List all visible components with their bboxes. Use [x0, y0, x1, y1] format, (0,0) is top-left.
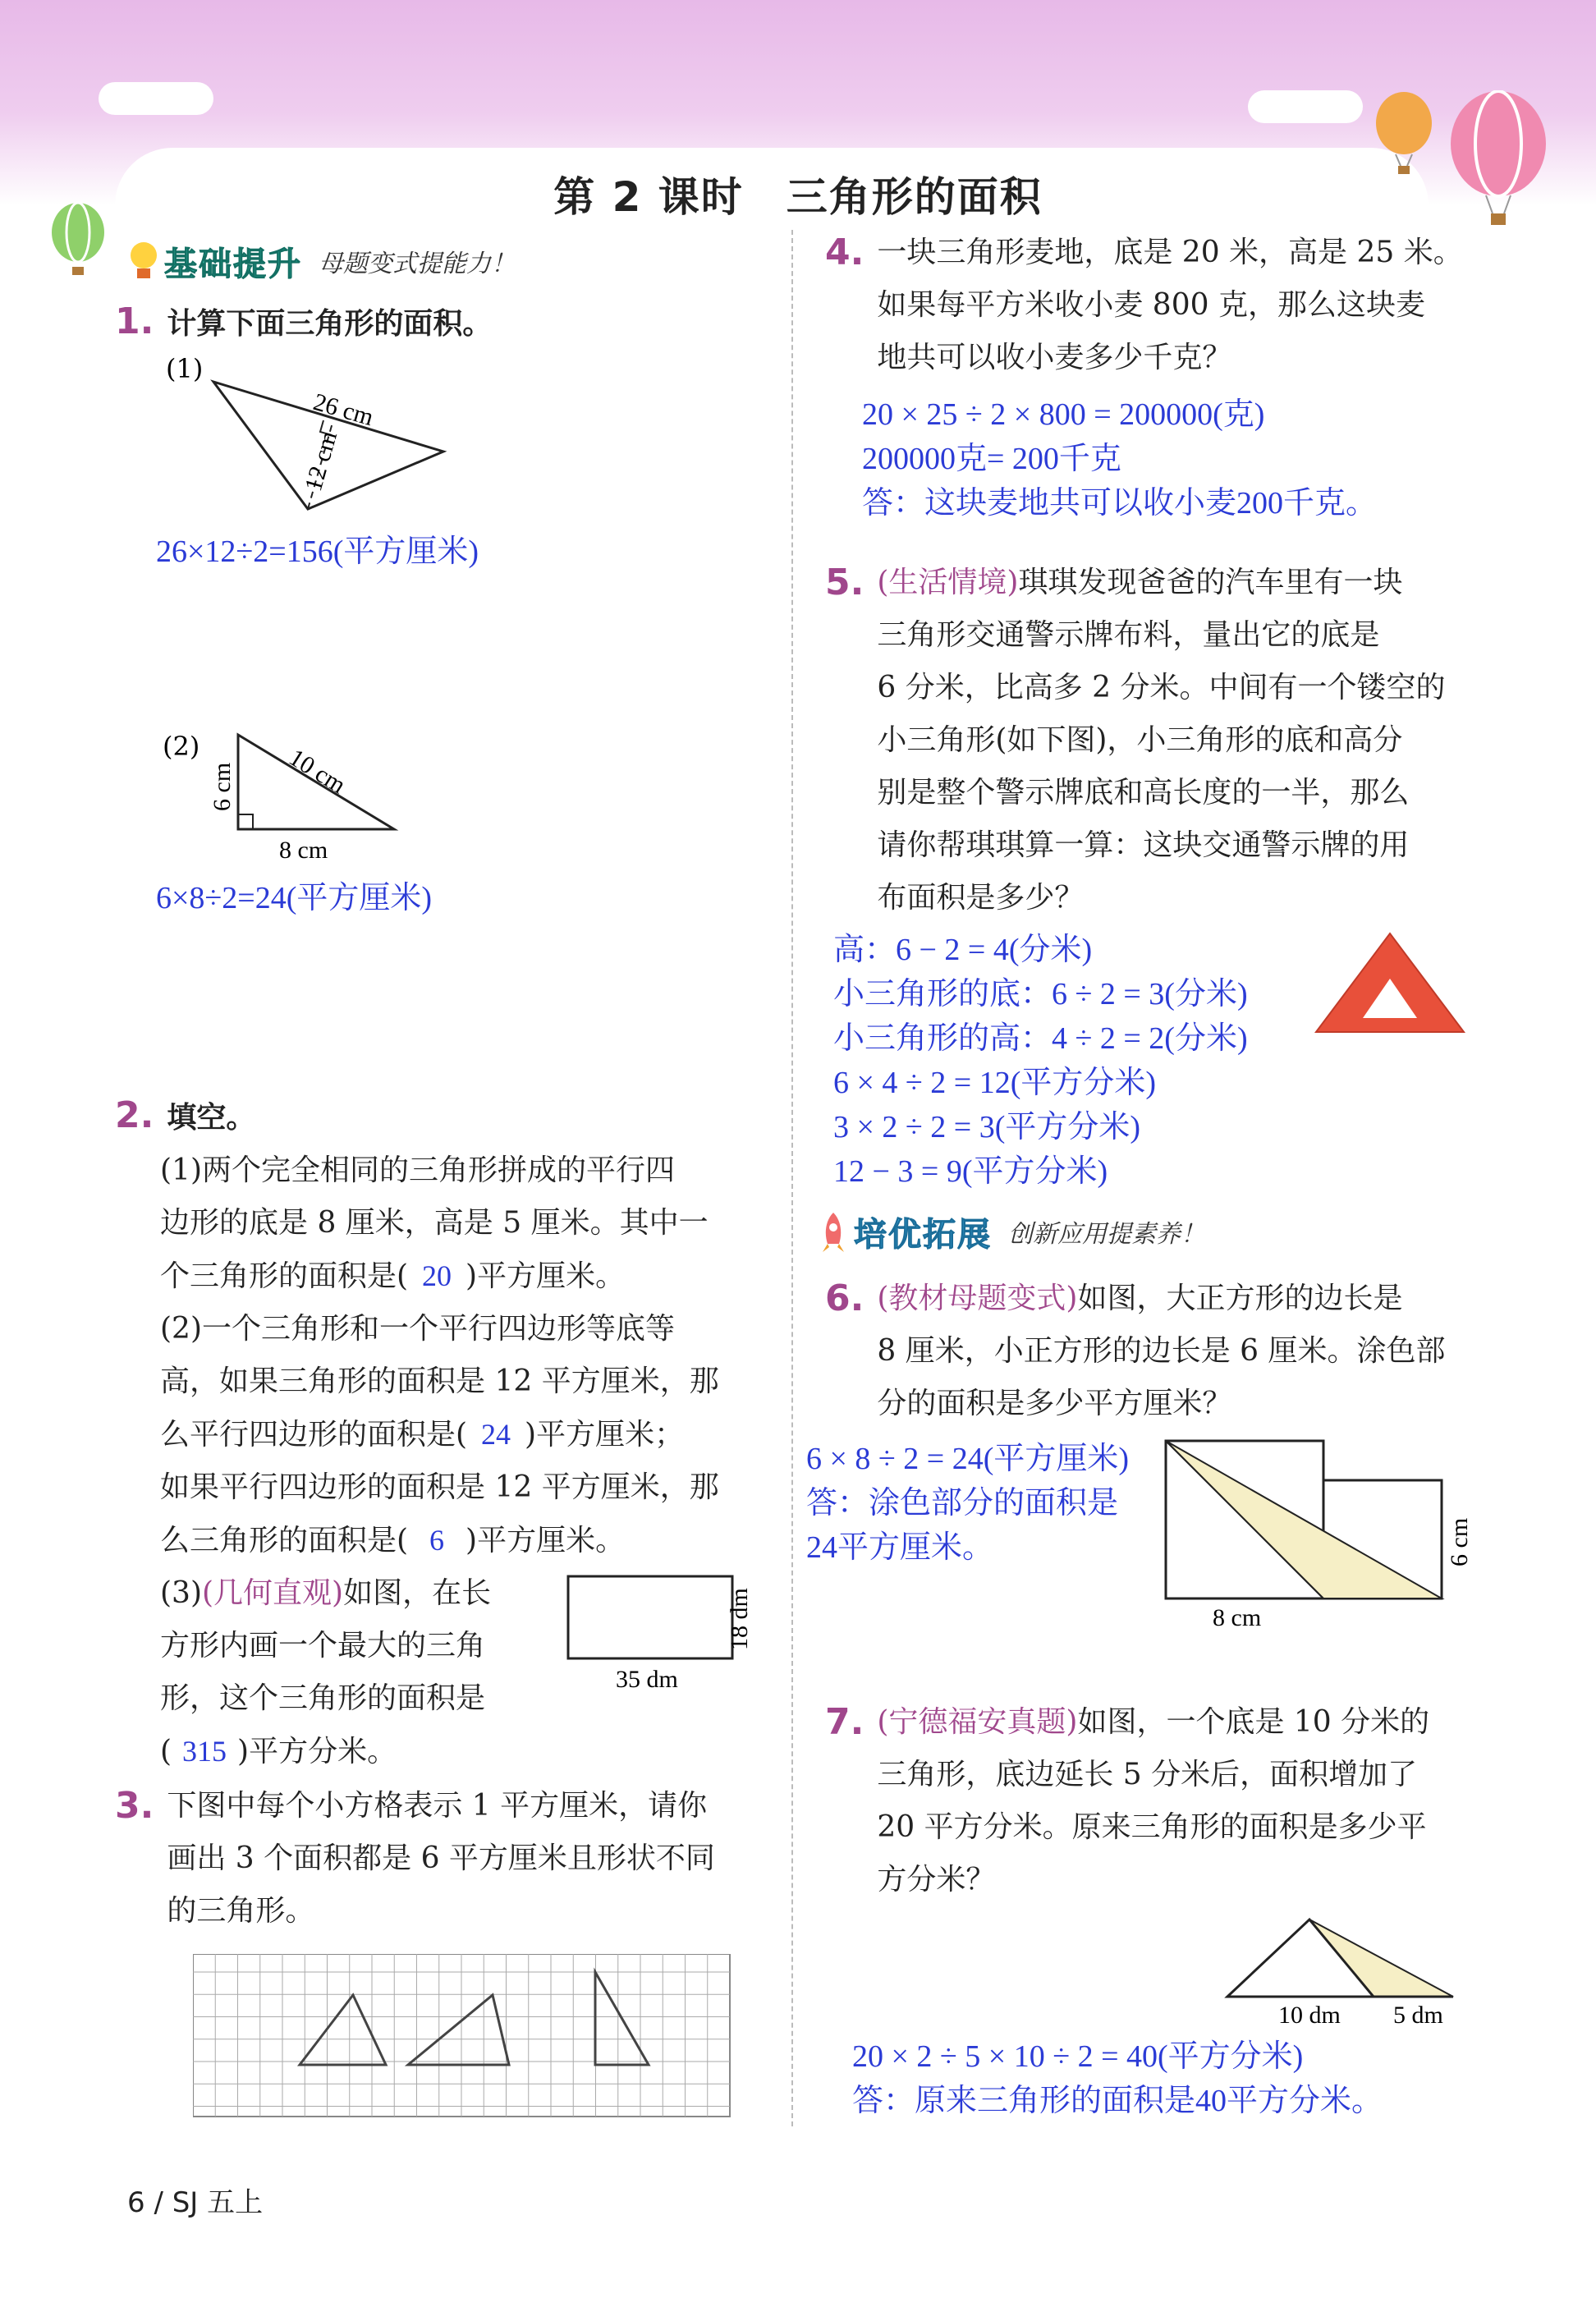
- question-number: 2.: [115, 1094, 154, 1136]
- question-7: [825, 1696, 1550, 1906]
- text-line: (1)两个完全相同的三角形拼成的平行四: [160, 1154, 675, 1187]
- rocket-icon: [813, 1209, 854, 1254]
- question-text: [167, 1780, 823, 1938]
- extended-triangle-figure: [1219, 1913, 1465, 2028]
- question-tag: (生活情境): [877, 566, 1019, 599]
- text: 个三角形的面积是(: [160, 1259, 409, 1293]
- text-line: [160, 1514, 768, 1567]
- text: 如图，一个底是 10 分米的: [1077, 1705, 1430, 1739]
- extension-label: 5 dm: [1393, 2002, 1443, 2028]
- drawn-triangle: [300, 1995, 386, 2065]
- big-side-label: 8 cm: [1213, 1604, 1262, 1631]
- drawn-triangle: [408, 1995, 509, 2065]
- question-6: [825, 1273, 1550, 1430]
- answer-line: 24平方厘米。: [806, 1530, 994, 1565]
- section-basic-banner: [123, 236, 516, 286]
- text: 么三角形的面积是(: [160, 1524, 409, 1557]
- question-4: [825, 227, 1550, 384]
- text-line: 画出 3 个面积都是 6 平方厘米且形状不同: [167, 1841, 715, 1875]
- question-text: [877, 1273, 1550, 1430]
- grid-figure: [193, 1954, 735, 2118]
- answer-line: 6 × 4 ÷ 2 = 12(平方分米): [833, 1066, 1157, 1100]
- section-note: 创新应用提素养！: [1008, 1220, 1205, 1249]
- answer-5: [833, 928, 1248, 1194]
- answer-line: 答：原来三角形的面积是40平方分米。: [852, 2084, 1383, 2118]
- text-line: 布面积是多少？: [877, 881, 1085, 915]
- height-label: 6 cm: [209, 762, 236, 811]
- text-line: 地共可以收小麦多少千克？: [877, 341, 1232, 374]
- small-side-label: 6 cm: [1446, 1517, 1473, 1566]
- text: 如图，在长: [343, 1576, 492, 1610]
- answer-4: [862, 392, 1377, 525]
- section-label: 培优拓展: [854, 1215, 992, 1254]
- blank-answer: 24: [481, 1418, 511, 1451]
- base-label: 26 cm: [310, 388, 377, 432]
- question-number: 4.: [825, 232, 864, 273]
- height-label: 12 cm: [300, 428, 343, 494]
- answer-line: 小三角形的高：4 ÷ 2 = 2(分米): [833, 1021, 1248, 1056]
- cloud-decoration: [1248, 90, 1363, 123]
- text-line: 三角形交通警示牌布料，量出它的底是: [877, 618, 1380, 652]
- blank-answer: 6: [429, 1524, 445, 1557]
- answer-line: 6 × 8 ÷ 2 = 24(平方厘米): [806, 1442, 1130, 1476]
- question-tag: (宁德福安真题): [877, 1705, 1078, 1739]
- question-number: 6.: [825, 1277, 864, 1319]
- question-1: [115, 298, 492, 351]
- lightbulb-icon: [123, 239, 164, 284]
- text-line: 高，如果三角形的面积是 12 平方厘米，那: [160, 1364, 719, 1398]
- text-line: 形，这个三角形的面积是: [160, 1681, 486, 1715]
- text-line: 如果每平方米收小麦 800 克，那么这块麦: [877, 288, 1425, 322]
- height-label: 18 dm: [726, 1588, 753, 1650]
- answer-line: 200000克= 200千克: [862, 442, 1121, 476]
- text-line: (2)一个三角形和一个平行四边形等底等: [160, 1312, 675, 1346]
- text-line: 8 厘米，小正方形的边长是 6 厘米。涂色部: [877, 1334, 1446, 1368]
- question-text: 计算下面三角形的面积。: [167, 307, 493, 341]
- question-text: [877, 557, 1550, 924]
- blank-answer: 315: [182, 1735, 227, 1768]
- text-line: 小三角形(如下图)，小三角形的底和高分: [877, 723, 1403, 757]
- question-3: [115, 1780, 823, 1938]
- question-number: 3.: [115, 1785, 154, 1827]
- text-line: 方分米？: [877, 1863, 996, 1897]
- question-tag: (教材母题变式): [877, 1282, 1078, 1315]
- text-line: 下图中每个小方格表示 1 平方厘米，请你: [167, 1789, 708, 1823]
- text: 琪琪发现爸爸的汽车里有一块: [1018, 566, 1403, 599]
- section-note: 母题变式提能力！: [319, 250, 516, 278]
- text-line: [160, 1725, 768, 1778]
- text-line: 一块三角形麦地，底是 20 米，高是 25 米。: [877, 236, 1463, 269]
- answer-1-1: 26×12÷2=156(平方厘米): [156, 534, 479, 569]
- answer-6: [806, 1437, 1129, 1570]
- question-text: [877, 1696, 1550, 1906]
- blank-answer: 20: [422, 1259, 452, 1292]
- page-footer: 6 / SJ 五上: [127, 2186, 264, 2219]
- text-line: [877, 1273, 1550, 1325]
- text-line: 别是整个警示牌底和高长度的一半，那么: [877, 776, 1410, 810]
- text-line: 6 分米，比高多 2 分米。中间有一个镂空的: [877, 671, 1446, 704]
- page-title: 第 2 课时 三角形的面积: [553, 173, 1043, 221]
- text: )平方厘米。: [466, 1524, 626, 1557]
- base-label: 8 cm: [279, 837, 328, 864]
- text: (3): [160, 1576, 202, 1610]
- text: )平方厘米。: [466, 1259, 626, 1293]
- question-5: [825, 557, 1550, 924]
- question-text: 填空。: [167, 1101, 256, 1135]
- answer-line: 20 × 25 ÷ 2 × 800 = 200000(克): [862, 397, 1265, 432]
- answer-line: 3 × 2 ÷ 2 = 3(平方分米): [833, 1110, 1141, 1144]
- warning-triangle-figure: [1312, 929, 1468, 1036]
- rectangle-figure: [566, 1568, 780, 1691]
- text-line: 的三角形。: [167, 1894, 315, 1928]
- text-line: 方形内画一个最大的三角: [160, 1629, 486, 1663]
- text-line: 如果平行四边形的面积是 12 平方厘米，那: [160, 1470, 719, 1504]
- text-line: [877, 557, 1550, 609]
- answer-line: 20 × 2 ÷ 5 × 10 ÷ 2 = 40(平方分米): [852, 2039, 1304, 2074]
- question-number: 7.: [825, 1701, 864, 1743]
- part-label: (2): [163, 731, 200, 762]
- answer-line: 小三角形的底：6 ÷ 2 = 3(分米): [833, 977, 1248, 1011]
- squares-figure: [1162, 1437, 1474, 1634]
- text-line: 分的面积是多少平方厘米？: [877, 1387, 1232, 1420]
- question-2: [115, 1092, 255, 1144]
- triangle-figure-2: [156, 722, 419, 870]
- text: )平方厘米；: [525, 1418, 685, 1452]
- text-line: 三角形，底边延长 5 分米后，面积增加了: [877, 1758, 1418, 1791]
- answer-7: [852, 2034, 1383, 2123]
- cloud-decoration: [99, 82, 213, 115]
- triangle-figure-1: [156, 353, 468, 525]
- part-label: (1): [166, 353, 204, 384]
- text: )平方分米。: [237, 1735, 397, 1768]
- answer-line: 答：涂色部分的面积是: [806, 1486, 1119, 1520]
- column-divider: [791, 230, 793, 2126]
- question-tag: (几何直观): [202, 1576, 344, 1610]
- question-number: 5.: [825, 562, 864, 603]
- text-line: [160, 1408, 768, 1461]
- text-line: [160, 1250, 768, 1303]
- hypotenuse-label: 10 cm: [284, 743, 351, 800]
- text: (: [160, 1735, 172, 1768]
- answer-1-2: 6×8÷2=24(平方厘米): [156, 881, 433, 915]
- section-advanced-banner: [813, 1207, 1205, 1256]
- width-label: 35 dm: [616, 1666, 678, 1691]
- answer-line: 高：6 − 2 = 4(分米): [833, 933, 1093, 967]
- base-label: 10 dm: [1278, 2002, 1341, 2028]
- answer-line: 答：这块麦地共可以收小麦200千克。: [862, 486, 1378, 521]
- text: 如图，大正方形的边长是: [1077, 1282, 1403, 1315]
- section-label: 基础提升: [164, 245, 302, 283]
- text: 么平行四边形的面积是(: [160, 1418, 468, 1452]
- question-text: [877, 227, 1550, 384]
- text-line: 请你帮琪琪算一算：这块交通警示牌的用: [877, 828, 1410, 862]
- text-line: [877, 1696, 1550, 1749]
- text-line: 边形的底是 8 厘米，高是 5 厘米。其中一: [160, 1206, 709, 1240]
- answer-line: 12 − 3 = 9(平方分米): [833, 1154, 1108, 1189]
- question-number: 1.: [115, 300, 154, 342]
- text-line: 20 平方分米。原来三角形的面积是多少平: [877, 1810, 1427, 1844]
